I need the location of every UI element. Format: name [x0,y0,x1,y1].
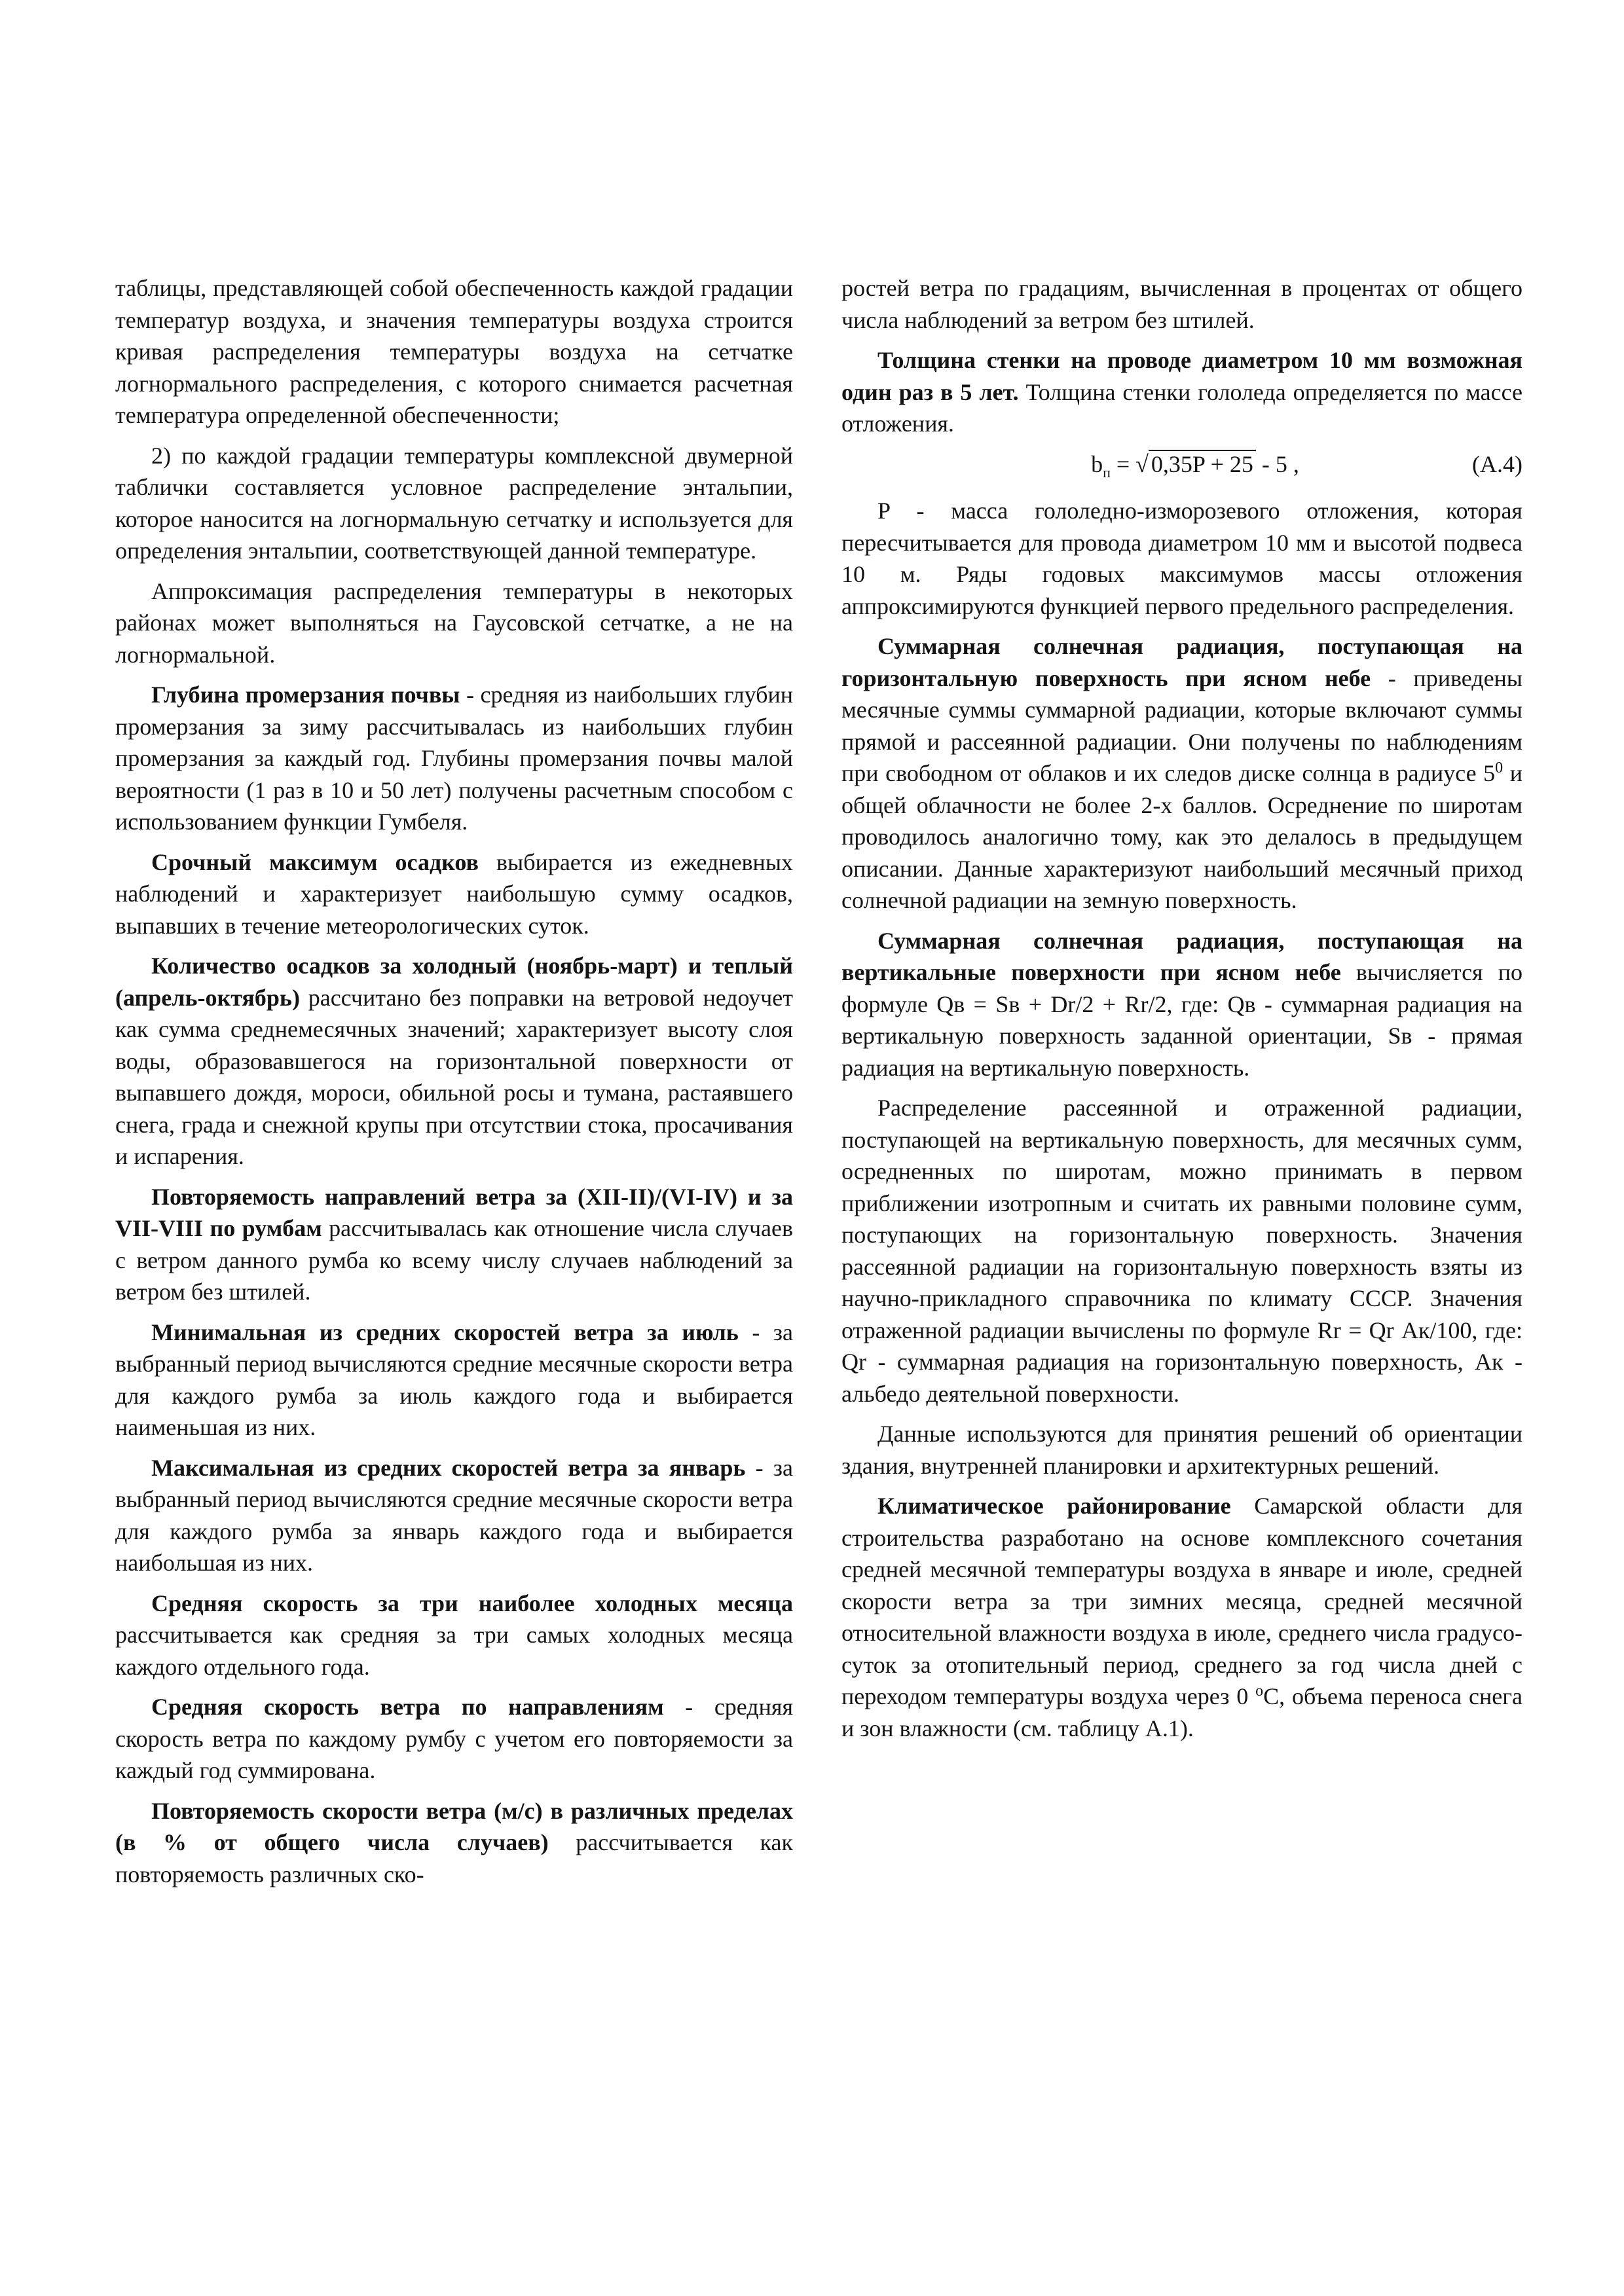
term-heading: Суммарная солнечная радиация, поступающая на горизонтальную поверхность при ясном небе [841,633,1522,691]
term-heading: Климатическое районирование [877,1493,1231,1520]
term-heading: Суммарная солнечная радиация, поступающая на вертикальные поверхности при ясном небе [841,927,1522,986]
term-heading: Средняя скорость ветра по направлениям [151,1694,664,1720]
formula-equals-root: = √ [1110,450,1149,477]
paragraph [115,1181,793,1308]
formula-number: (А.4) [1472,450,1522,477]
paragraph [115,950,793,1173]
right-column [841,272,1522,1753]
paragraph-text: - средняя из наибольших глубин промерзания за зиму рассчитывалась из наибольших глубин промерзания за каждый год. Глубины промерзания почвы малой вероятности (1 раз в 10 и 50 лет) получены расчетным способом с использованием функции Гумбеля. [115,682,793,835]
paragraph-text: выбирается из ежедневных наблюдений и характеризует наибольшую сумму осадков, выпавших в течение метеорологических суток. [115,848,794,939]
term-heading: Повторяемость скорости ветра (м/с) в различных пределах (в % от общего числа случаев) [115,1797,793,1855]
paragraph: P - масса гололедно-изморозевого отложения, которая пересчитывается для провода диаметром 10 мм и высотой подвеса 10 м. Ряды годовых максимумов массы отложения аппроксимируются функцией первого предельного распределения. [841,498,1522,619]
term-heading: Повторяемость направлений ветра за (XII-II)/(VI-IV) и за VII-VIII по румбам [115,1183,793,1241]
paragraph-text: рассчитывается как средняя за три самых холодных месяца каждого отдельного года. [115,1622,793,1680]
superscript: о [1255,1683,1264,1700]
paragraph: Аппроксимация распределения температуры в некоторых районах может выполняться на Гаусовской сетчатке, а не на логнормальной. [115,577,793,668]
paragraph-text: вычисляется по формуле Qв = Sв + Dr/2 + Rr/2, где: Qв - суммарная радиация на вертикальную поверхность заданной ориентации, Sв - прямая радиация на вертикальную поверхность. [841,959,1523,1081]
paragraph-text: рассчитывалась как отношение числа случаев с ветром данного румба ко всему числу случаев наблюдений за ветром без штилей. [115,1215,794,1305]
superscript: 0 [1495,759,1504,777]
paragraph [115,1317,793,1444]
paragraph: Распределение рассеянной и отраженной радиации, поступающей на вертикальную поверхность, для месячных сумм, осредненных по широтам, можно принимать в первом приближении изотропным и считать их равными половине сумм, поступающих на горизонтальную поверхность. Значения рассеянной радиации на горизонтальную поверхность взяты из научно-прикладного справочника по климату СССР. Значения отраженной радиации вычислены по формуле Rr = Qr Ак/100, где: Qr - суммарная радиация на горизонтальную поверхность, Ак - альбедо деятельной поверхности. [841,1095,1522,1407]
term-heading: Минимальная из средних скоростей ветра за июль [151,1319,739,1345]
formula-tail: - 5 , [1255,450,1299,477]
paragraph [115,1691,793,1787]
paragraph [115,679,793,838]
paragraph [841,1490,1522,1744]
formula-radicand: 0,35P + 25 [1149,450,1256,477]
paragraph-text: - за выбранный период вычисляются средние месячные скорости ветра для каждого румба за январь каждого года и выбирается наибольшая из них. [115,1454,793,1576]
paragraph [841,630,1522,917]
term-heading: Срочный максимум осадков [151,848,479,875]
paragraph-text: - за выбранный период вычисляются средние месячные скорости ветра для каждого румба за июль каждого года и выбирается наименьшая из них. [115,1319,793,1440]
term-heading: Средняя скорость за три наиболее холодных месяца [151,1590,793,1616]
paragraph: Данные используются для принятия решений об ориентации здания, внутренней планировки и архитектурных решений. [841,1421,1522,1479]
formula-subscript: п [1103,464,1111,481]
term-heading: Количество осадков за холодный (ноябрь-март) и теплый (апрель-октябрь) [115,953,793,1011]
paragraph-text: Толщина стенки гололеда определяется по массе отложения. [841,378,1522,437]
paragraph: 2) по каждой градации температуры комплексной двумерной таблички составляется условное распределение энтальпии, которое наносится на логнормальную сетчатку и используется для определения энтальпии, соответствующей данной температуре. [115,442,793,564]
term-heading: Толщина стенки на проводе диаметром 10 мм возможная один раз в 5 лет. [841,347,1522,405]
paragraph [841,925,1522,1084]
paragraph [115,1588,793,1683]
paragraph [115,1795,793,1891]
paragraph-text: - приведены месячные суммы суммарной радиации, которые включают суммы прямой и рассеянной радиации. Они получены по наблюдениям при свободном от облаков и их следов диске солнца в радиусе 5 [841,665,1522,787]
paragraph [841,344,1522,440]
paragraph-text: С, объема переноса снега и зон влажности (см. таблицу А.1). [841,1683,1522,1741]
paragraph [115,1452,793,1579]
formula-lhs: b [1091,450,1103,477]
paragraph-text: и общей облачности не более 2-х баллов. Осреднение по широтам проводилось аналогично тому, как это делалось в предыдущем описании. Данные характеризуют наибольший месячный приход солнечной радиации на земную поверхность. [841,760,1523,914]
paragraph-text: Самарской области для строительства разработано на основе комплексного сочетания средней месячной температуры воздуха в январе и июле, средней скорости ветра за три зимних месяца, средней месячной относительной влажности воздуха в июле, среднего числа градусо-суток за отопительный период, среднего за год числа дней с переходом температуры воздуха через 0 [841,1493,1522,1710]
formula-expression [841,448,1431,489]
paragraph-text: - средняя скорость ветра по каждому румбу с учетом его повторяемости за каждый год суммирована. [115,1694,793,1783]
paragraph-text: рассчитывается как повторяемость различных ско- [115,1829,793,1887]
paragraph: ростей ветра по градациям, вычисленная в процентах от общего числа наблюдений за ветром без штилей. [841,275,1522,333]
left-column [115,272,793,1899]
paragraph-text: рассчитано без поправки на ветровой недоучет как сумма среднемесячных значений; характеризует высоту слоя воды, образовавшегося на горизонтальной поверхности от выпавшего дождя, мороси, обильной росы и тумана, растаявшего снега, града и снежной крупы при отсутствии стока, просачивания и испарения. [115,984,793,1169]
term-heading: Максимальная из средних скоростей ветра за январь [151,1454,746,1481]
paragraph: таблицы, представляющей собой обеспеченность каждой градации температур воздуха, и значения температуры воздуха строится кривая распределения температуры воздуха на сетчатке логнормального распределения, с которого снимается расчетная температура определенной обеспеченности; [115,275,793,428]
paragraph [115,847,793,942]
term-heading: Глубина промерзания почвы [151,682,460,708]
formula-a4 [841,448,1522,489]
